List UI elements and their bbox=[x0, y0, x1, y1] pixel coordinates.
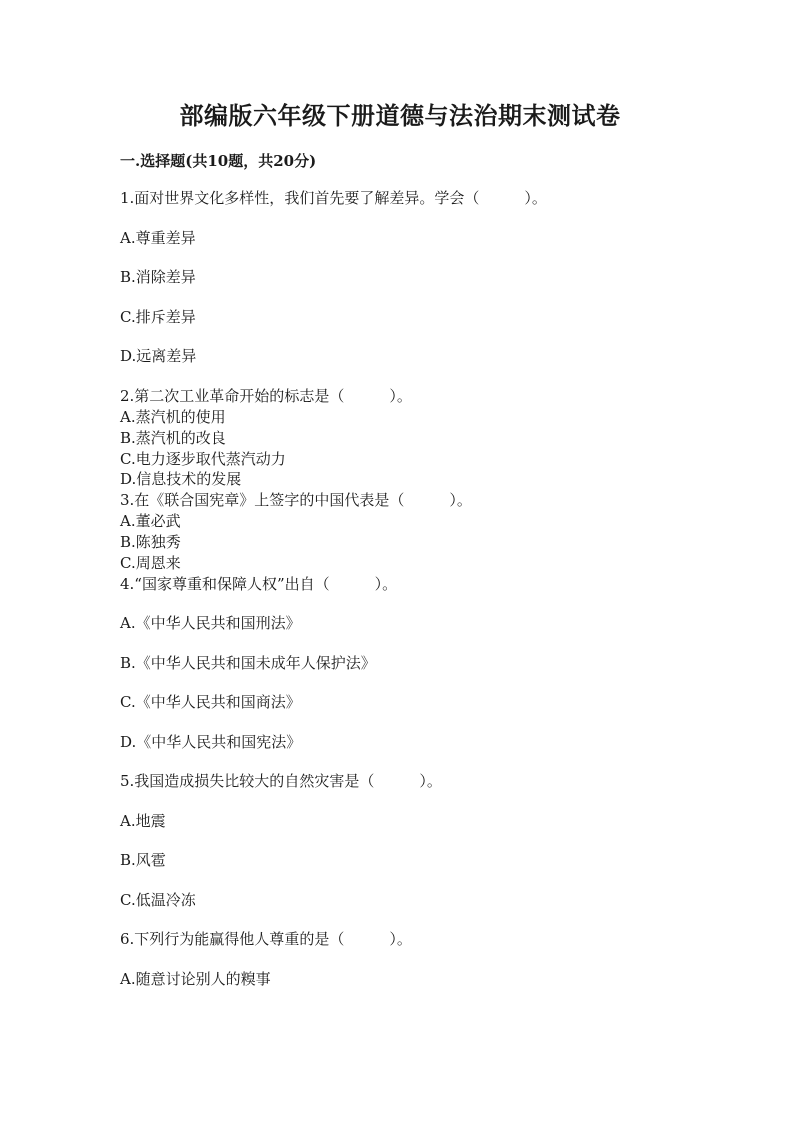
section-heading: 一.选择题(共10题，共20分) bbox=[120, 152, 317, 170]
question-3-stem: 3.在《联合国宪章》上签字的中国代表是（ ）。 bbox=[120, 491, 472, 509]
question-5-option-c: C.低温冷冻 bbox=[120, 891, 196, 909]
question-4-option-d: D.《中华人民共和国宪法》 bbox=[120, 733, 302, 751]
question-5-stem: 5.我国造成损失比较大的自然灾害是（ ）。 bbox=[120, 772, 442, 790]
question-5-option-a: A.地震 bbox=[120, 812, 166, 830]
question-3-option-b: B.陈独秀 bbox=[120, 533, 181, 551]
page-title: 部编版六年级下册道德与法治期末测试卷 bbox=[179, 101, 621, 130]
question-3-option-a: A.董必武 bbox=[120, 512, 181, 530]
question-2-option-a: A.蒸汽机的使用 bbox=[120, 408, 226, 426]
question-1-option-c: C.排斥差异 bbox=[120, 308, 196, 326]
question-2-option-c: C.电力逐步取代蒸汽动力 bbox=[120, 450, 286, 468]
question-2-option-d: D.信息技术的发展 bbox=[120, 470, 242, 488]
question-4-option-c: C.《中华人民共和国商法》 bbox=[120, 693, 301, 711]
question-1-option-a: A.尊重差异 bbox=[120, 229, 196, 247]
question-4-option-b: B.《中华人民共和国未成年人保护法》 bbox=[120, 654, 376, 672]
question-5-option-b: B.风雹 bbox=[120, 851, 166, 869]
question-4-stem: 4.“国家尊重和保障人权”出自（ ）。 bbox=[120, 575, 398, 593]
question-3-option-c: C.周恩来 bbox=[120, 554, 181, 572]
question-4-option-a: A.《中华人民共和国刑法》 bbox=[120, 614, 301, 632]
question-1-option-d: D.远离差异 bbox=[120, 347, 197, 365]
question-6-option-a: A.随意讨论别人的糗事 bbox=[120, 970, 271, 988]
question-6-stem: 6.下列行为能赢得他人尊重的是（ ）。 bbox=[120, 930, 412, 948]
question-2-stem: 2.第二次工业革命开始的标志是（ ）。 bbox=[120, 387, 412, 405]
question-1-stem: 1.面对世界文化多样性，我们首先要了解差异。学会（ ）。 bbox=[120, 189, 547, 207]
question-1-option-b: B.消除差异 bbox=[120, 268, 196, 286]
question-2-option-b: B.蒸汽机的改良 bbox=[120, 429, 226, 447]
